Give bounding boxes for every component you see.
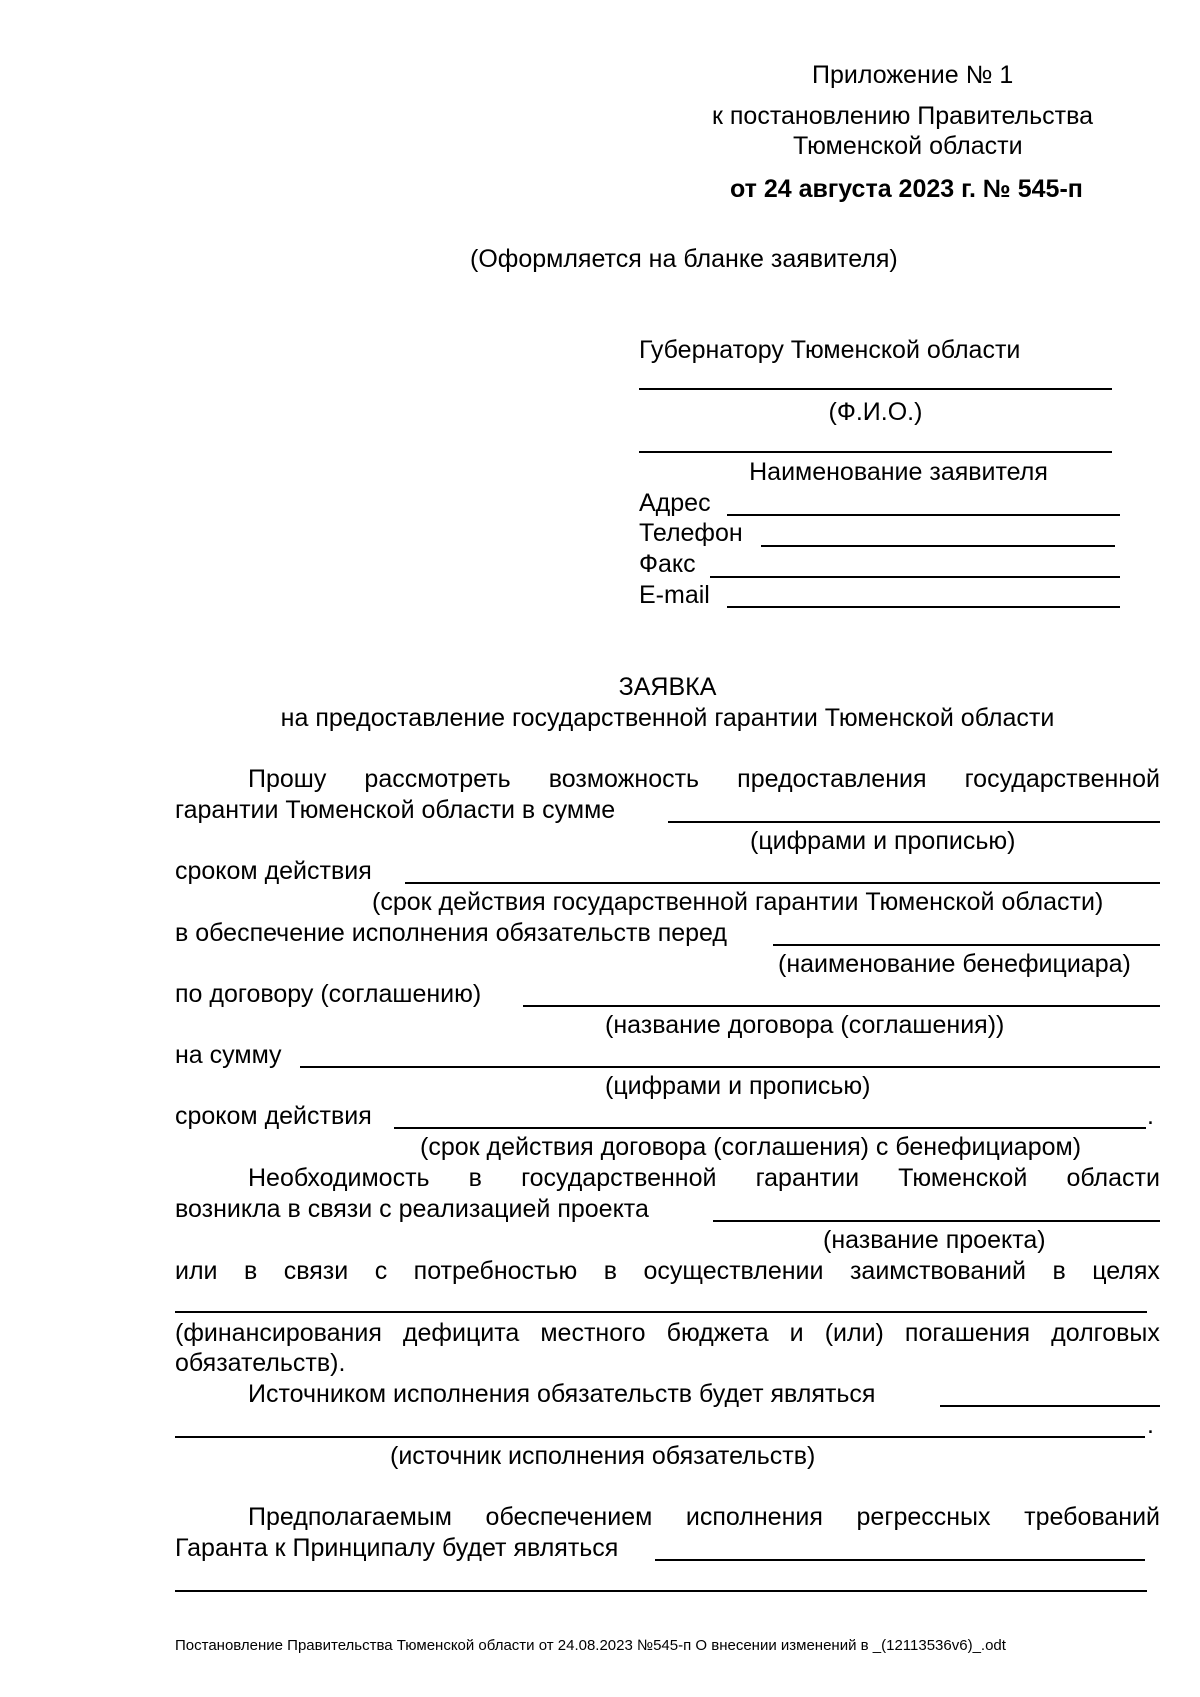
word: (финансирования bbox=[175, 1319, 382, 1347]
word: долговых bbox=[1051, 1319, 1160, 1347]
word: заимствований bbox=[849, 1257, 1026, 1285]
fax-label: Факс bbox=[639, 550, 696, 578]
word: (или) bbox=[824, 1319, 884, 1347]
addressee-governor: Губернатору Тюменской области bbox=[639, 336, 1021, 364]
source-dot: . bbox=[1147, 1411, 1154, 1439]
word: дефицита bbox=[402, 1319, 520, 1347]
fax-line[interactable] bbox=[710, 576, 1120, 578]
contract-term-dot: . bbox=[1147, 1102, 1154, 1130]
document-subtitle: на предоставление государственной гарантии Тюменской области bbox=[280, 704, 1055, 732]
word: Тюменской bbox=[898, 1164, 1028, 1192]
address-line[interactable] bbox=[727, 514, 1120, 516]
regress-paragraph-line1 bbox=[248, 1502, 1160, 1532]
borrowing-purpose-line[interactable] bbox=[175, 1311, 1147, 1313]
word: осуществлении bbox=[643, 1257, 824, 1285]
word: государственной bbox=[521, 1164, 717, 1192]
resolution-date-number: от 24 августа 2023 г. № 545-п bbox=[730, 175, 1083, 203]
regress-label: Гаранта к Принципалу будет являться bbox=[175, 1534, 619, 1562]
word: государственной bbox=[964, 765, 1160, 793]
appendix-number: Приложение № 1 bbox=[812, 61, 1014, 89]
fio-caption: (Ф.И.О.) bbox=[828, 398, 923, 426]
contract-name-line[interactable] bbox=[523, 1005, 1160, 1007]
guarantee-term-line[interactable] bbox=[405, 882, 1160, 884]
word: рассмотреть bbox=[364, 765, 511, 793]
guarantee-amount-label: гарантии Тюменской области в сумме bbox=[175, 796, 616, 824]
word: или bbox=[175, 1257, 218, 1285]
source-label: Источником исполнения обязательств будет являться bbox=[248, 1380, 876, 1408]
word: целях bbox=[1092, 1257, 1160, 1285]
region-name: Тюменской области bbox=[793, 132, 1023, 160]
contract-name-caption: (название договора (соглашения)) bbox=[605, 1011, 1005, 1039]
amount-caption: (цифрами и прописью) bbox=[750, 827, 1016, 855]
project-caption: (название проекта) bbox=[823, 1226, 1046, 1254]
word: в bbox=[1052, 1257, 1066, 1285]
source-caption: (источник исполнения обязательств) bbox=[390, 1442, 816, 1470]
word: в bbox=[244, 1257, 258, 1285]
beneficiary-caption: (наименование бенефициара) bbox=[778, 950, 1131, 978]
word: предоставления bbox=[737, 765, 927, 793]
phone-label: Телефон bbox=[639, 519, 743, 547]
regress-line-2[interactable] bbox=[175, 1590, 1147, 1592]
contract-sum-label: на сумму bbox=[175, 1041, 282, 1069]
address-label: Адрес bbox=[639, 489, 711, 517]
project-label: возникла в связи с реализацией проекта bbox=[175, 1195, 649, 1223]
blank-note: (Оформляется на бланке заявителя) bbox=[470, 245, 898, 273]
word: местного bbox=[540, 1319, 646, 1347]
beneficiary-line[interactable] bbox=[773, 944, 1160, 946]
project-name-line[interactable] bbox=[713, 1220, 1160, 1222]
word: возможность bbox=[548, 765, 700, 793]
finance-line bbox=[175, 1318, 1160, 1348]
word: в bbox=[468, 1164, 482, 1192]
word: Предполагаемым bbox=[248, 1503, 452, 1531]
obligations-before-label: в обеспечение исполнения обязательств перед bbox=[175, 919, 727, 947]
borrowing-line bbox=[175, 1256, 1160, 1286]
word: обеспечением bbox=[485, 1503, 653, 1531]
contract-term-line[interactable] bbox=[394, 1127, 1146, 1129]
contract-term-label: сроком действия bbox=[175, 1102, 372, 1130]
email-label: E-mail bbox=[639, 581, 710, 609]
word: с bbox=[374, 1257, 388, 1285]
word: потребностью bbox=[413, 1257, 578, 1285]
contract-sum-line[interactable] bbox=[300, 1066, 1160, 1068]
document-title: ЗАЯВКА bbox=[618, 673, 717, 701]
word: гарантии bbox=[755, 1164, 860, 1192]
word: требований bbox=[1024, 1503, 1160, 1531]
phone-line[interactable] bbox=[761, 545, 1115, 547]
word: регрессных bbox=[856, 1503, 991, 1531]
guarantee-term-label: сроком действия bbox=[175, 857, 372, 885]
word: Прошу bbox=[248, 765, 327, 793]
guarantee-amount-line[interactable] bbox=[668, 821, 1160, 823]
source-line-1[interactable] bbox=[940, 1405, 1160, 1407]
word: погашения bbox=[904, 1319, 1031, 1347]
finance-line2: обязательств). bbox=[175, 1349, 346, 1377]
contract-sum-caption: (цифрами и прописью) bbox=[605, 1072, 871, 1100]
word: области bbox=[1066, 1164, 1160, 1192]
contract-label: по договору (соглашению) bbox=[175, 980, 482, 1008]
word: связи bbox=[283, 1257, 349, 1285]
word: и bbox=[789, 1319, 804, 1347]
document-footer: Постановление Правительства Тюменской области от 24.08.2023 №545-п О внесении изменений в _(12113536v6)_.odt bbox=[175, 1637, 1006, 1654]
applicant-name-caption: Наименование заявителя bbox=[749, 458, 1048, 486]
regress-line-1[interactable] bbox=[655, 1559, 1145, 1561]
word: бюджета bbox=[666, 1319, 769, 1347]
word: в bbox=[603, 1257, 618, 1285]
need-paragraph-line1 bbox=[248, 1163, 1160, 1193]
request-paragraph-line1 bbox=[248, 764, 1160, 794]
word: Необходимость bbox=[248, 1164, 430, 1192]
guarantee-term-caption: (срок действия государственной гарантии Тюменской области) bbox=[372, 888, 1104, 916]
resolution-reference: к постановлению Правительства bbox=[712, 102, 1094, 130]
source-line-2[interactable] bbox=[175, 1436, 1145, 1438]
word: исполнения bbox=[685, 1503, 823, 1531]
email-line[interactable] bbox=[727, 606, 1120, 608]
fio-line[interactable] bbox=[639, 388, 1112, 390]
contract-term-caption: (срок действия договора (соглашения) с бенефициаром) bbox=[420, 1133, 1082, 1161]
applicant-name-line[interactable] bbox=[639, 451, 1112, 453]
